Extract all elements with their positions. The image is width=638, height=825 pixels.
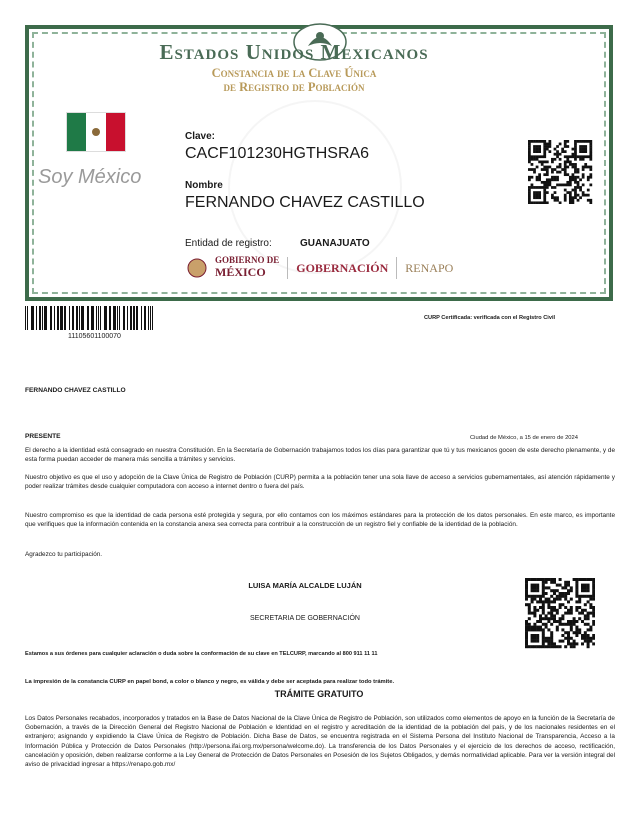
government-logos: [187, 254, 453, 282]
entidad-value: GUANAJUATO: [300, 238, 370, 249]
privacy-notice: Los Datos Personales recabados, incorporados y tratados en la Base de Datos Nacional de la Clave Única de Registro de Población, son utilizados como elementos de apoyo en la función de la Secretaría de Gobernación, a través de la Dirección General del Registro Nacional de Población e Identidad en el registro y acreditación de la identidad de la población del país, y de los nacionales residentes en el extranjero; asignando y expidiendo la Clave Única de Registro de Población. Dicha Base de Datos, se encuentra registrada en el Sistema Persona del Instituto Nacional de Transparencia, Acceso a la Información Pública y Protección de Datos Personales (http://persona.ifai.org.mx/persona/welcome.do). La transferencia de los Datos Personales y el ejercicio de los derechos de acceso, rectificación, cancelación y oposición, deben realizarse conforme a la Ley General de Protección de Datos Personales en Posesión de los Sujetos Obligados, y demás normatividad aplicable. Para ver la versión integral del aviso de privacidad ingresar a https://renapo.gob.mx/: [25, 715, 615, 769]
nombre-label: Nombre: [185, 180, 223, 191]
soy-mexico-label: Soy México: [38, 166, 142, 188]
clave-label: Clave:: [185, 131, 216, 142]
tramite-gratuito: TRÁMITE GRATUITO: [274, 689, 364, 699]
gobierno-line-2: MÉXICO: [215, 265, 266, 279]
paragraph-4: Agradezco tu participación.: [25, 551, 103, 558]
signer-title: SECRETARIA DE GOBERNACIÓN: [250, 615, 360, 622]
entidad-label: Entidad de registro:: [185, 238, 272, 249]
certified-label: CURP Certificada: verificada con el Registro Civil: [424, 315, 556, 321]
renapo-logo: RENAPO: [405, 260, 454, 275]
recipient-name: FERNANDO CHAVEZ CASTILLO: [25, 387, 126, 394]
subtitle-line-2: de Registro de Población: [223, 80, 365, 94]
subtitle-line-1: Constancia de la Clave Única: [211, 66, 377, 80]
paragraph-2: Nuestro objetivo es que el uso y adopción de la Clave Única de Registro de Población (CURP) permita a la población tener una sola llave de acceso a servicios gubernamentales, así atención rápidamente y poder realizar trámites desde cualquier computadora con acceso a internet dentro o fuera del país.: [25, 474, 615, 491]
barcode-icon: [25, 306, 155, 330]
signer-name: LUISA MARÍA ALCALDE LUJÁN: [248, 581, 362, 590]
country-title: Estados Unidos Mexicanos: [159, 40, 429, 64]
gobierno-line-1: GOBIERNO DE: [215, 255, 280, 265]
curp-value: CACF101230HGTHSRA6: [185, 145, 370, 162]
mexican-flag-icon: [66, 112, 126, 152]
logo-divider: [287, 257, 288, 279]
signature-qr-code-icon: [525, 578, 595, 650]
print-notice: La impresión de la constancia CURP en papel bond, a color o blanco y negro, es válida y debe ser aceptada para realizar todo trámite.: [25, 679, 395, 685]
gobierno-mexico-logo: [215, 256, 279, 280]
presente-label: PRESENTE: [25, 433, 61, 440]
paragraph-3: Nuestro compromiso es que la identidad de cada persona esté protegida y segura, por ello contamos con los máximos estándares para la protección de los datos personales. En este marco, es importante que verifiques que la información contenida en la constancia anexa sea correcta para contribuir a la construcción de un registro fiel y confiable de la identidad de la población.: [25, 512, 615, 529]
qr-code-icon: [528, 140, 596, 204]
logo-divider: [396, 257, 397, 279]
barcode-number: 11105601100070: [68, 333, 121, 340]
gobierno-seal-icon: [187, 258, 207, 278]
nombre-value: FERNANDO CHAVEZ CASTILLO: [185, 194, 425, 211]
contact-info: Estamos a sus órdenes para cualquier aclaración o duda sobre la conformación de su clave en TELCURP, marcando al 800 911 11 11: [25, 651, 378, 657]
letter-date: Ciudad de México, a 15 de enero de 2024: [470, 435, 578, 441]
paragraph-1: El derecho a la identidad está consagrado en nuestra Constitución. En la Secretaría de Gobernación trabajamos todos los días para garantizar que tú y tus mexicanos gocen de este derecho plenamente, y de esta forma puedan acceder de manera más sencilla a trámites y servicios.: [25, 447, 615, 464]
gobernacion-logo: GOBERNACIÓN: [296, 260, 389, 275]
document-subtitle: [0, 66, 588, 94]
